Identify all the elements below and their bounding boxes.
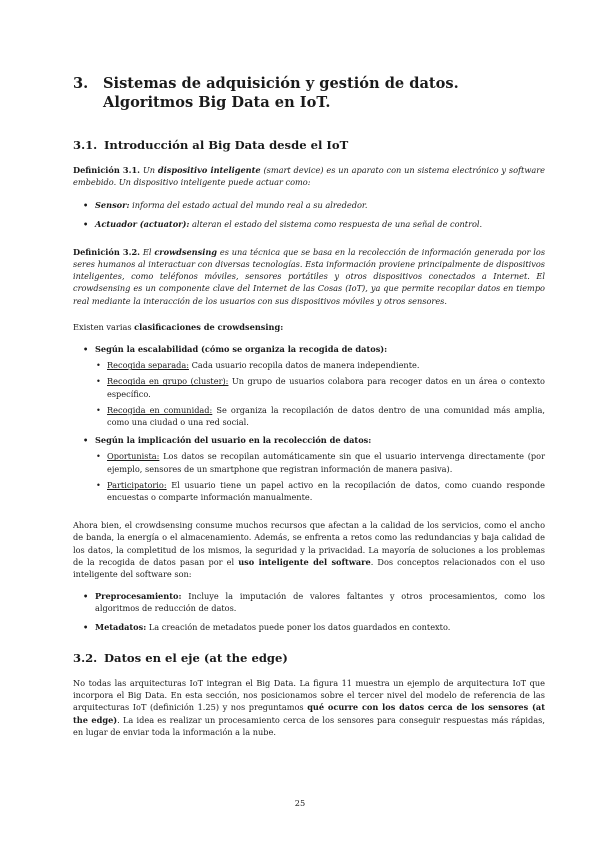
paragraph-text-post: . Dos conceptos relacionados con el uso inteligente del software son: xyxy=(73,556,545,580)
item-text: La creación de metadatos puede poner los datos guardados en contexto. xyxy=(148,621,451,632)
list-item xyxy=(95,404,545,428)
section-number: 3.1. xyxy=(73,138,98,152)
item-term: Recogida en grupo (cluster): xyxy=(107,376,229,387)
paragraph-bold: uso inteligente del software xyxy=(238,556,371,567)
definition-text-post: (smart device) es un aparato con un sistema electrónico y software embebido. Un dispositivo inteligente puede actuar como: xyxy=(73,165,545,188)
page-number: 25 xyxy=(294,798,306,808)
item-term: Participatorio: xyxy=(107,479,167,490)
definition-term: crowdsensing xyxy=(154,246,218,257)
section-number: 3.2. xyxy=(73,650,98,665)
list-item xyxy=(73,199,545,211)
chapter-title: Sistemas de adquisición y gestión de datos. Algoritmos Big Data en IoT. xyxy=(103,75,459,111)
item-term: Oportunista: xyxy=(107,451,160,462)
section-heading-3-2 xyxy=(73,651,545,665)
classification-group xyxy=(73,434,545,503)
section-title: Datos en el eje (at the edge) xyxy=(104,650,288,665)
list-item xyxy=(95,375,545,399)
classification-group xyxy=(73,343,545,428)
definition-label: Definición 3.2. xyxy=(73,246,141,257)
list-item xyxy=(73,218,545,230)
list-item xyxy=(73,590,545,614)
definition-text-post: es una técnica que se basa en la recolección de información generada por los seres humanos al interactuar con diversas tecnologías. Esta información proviene principalmente de dispositivos inteligentes, como teléfonos móviles, sensores portátiles y otros dispositivos conectados a Internet. El crowdsensing es un componente clave del Internet de las Cosas (IoT), ya que permite recopilar datos en tiempo real mediante la interacción de los usuarios con sus dispositivos móviles y otros sensores. xyxy=(73,246,546,306)
item-text: alteran el estado del sistema como respuesta de una señal de control. xyxy=(192,218,483,229)
intro-text: Existen varias xyxy=(73,321,132,332)
paragraph-text-post: . La idea es realizar un procesamiento cerca de los sensores para conseguir respuestas más rápidas, en lugar de enviar toda la información a la nube. xyxy=(73,714,545,737)
group-header: Según la implicación del usuario en la recolección de datos: xyxy=(95,435,372,446)
item-term: Metadatos: xyxy=(95,621,147,632)
item-text: El usuario tiene un papel activo en la recopilación de datos, como cuando responde encuestas o comparte información manualmente. xyxy=(107,479,545,503)
item-text: Cada usuario recopila datos de manera independiente. xyxy=(191,360,420,371)
sub-list xyxy=(95,359,545,428)
list-item xyxy=(95,359,545,371)
list-item xyxy=(95,479,545,503)
chapter-heading xyxy=(73,74,545,112)
definition-label: Definición 3.1. xyxy=(73,165,141,175)
group-header: Según la escalabilidad (cómo se organiza la recogida de datos): xyxy=(95,344,388,355)
definition-3-1 xyxy=(73,164,545,188)
paragraph xyxy=(73,677,545,738)
item-text: Los datos se recopilan automáticamente sin que el usuario intervenga directamente (por ejemplo, sensores de un smartphone que registran información de manera pasiva). xyxy=(107,451,546,474)
list-item xyxy=(95,450,545,474)
paragraph-text-pre: No todas las arquitecturas IoT integran el Big Data. La figura 11 muestra un ejemplo de arquitectura IoT que incorpora el Big Data. En esta sección, nos posicionamos sobre el tercer nivel del modelo de referencia de las arquitecturas IoT (definición 1.25) y nos preguntamos xyxy=(73,677,545,713)
intro-bold: clasificaciones de crowdsensing: xyxy=(134,321,284,332)
definition-3-2 xyxy=(73,246,545,307)
item-term: Preprocesamiento: xyxy=(95,591,182,602)
chapter-number: 3. xyxy=(73,75,89,92)
definition-text-pre: Un xyxy=(142,165,156,175)
definition-term: dispositivo inteligente xyxy=(157,165,261,175)
item-text: Incluye la imputación de valores faltantes y otros procesamientos, como los algoritmos de reducción de datos. xyxy=(95,591,545,614)
item-term: Actuador (actuator): xyxy=(95,218,190,229)
paragraph-bold: qué ocurre con los datos cerca de los sensores (at the edge) xyxy=(73,702,545,725)
list-item xyxy=(73,621,545,633)
paragraph xyxy=(73,519,545,580)
section-heading-3-1 xyxy=(73,138,545,152)
item-text: informa del estado actual del mundo real a su alrededor. xyxy=(132,200,368,211)
classification-list xyxy=(73,343,545,503)
item-term: Recogida en comunidad: xyxy=(107,404,213,415)
paragraph-text-pre: Ahora bien, el crowdsensing consume muchos recursos que afectan a la calidad de los servicios, como el ancho de banda, la energía o el almacenamiento. Además, se enfrenta a retos como las redundancias y baja calidad de los datos, la completitud de los mismos, la seguridad y la privacidad. La mayoría de soluciones a los problemas de la recogida de datos pasan por el xyxy=(73,520,545,567)
item-text: Un grupo de usuarios colabora para recoger datos en un área o contexto específico. xyxy=(107,376,545,399)
device-role-list xyxy=(73,199,545,229)
item-text: Se organiza la recopilación de datos dentro de una comunidad más amplia, como una ciudad o una red social. xyxy=(107,404,545,428)
concept-list xyxy=(73,590,545,633)
definition-text-pre: El xyxy=(142,246,152,257)
sub-list xyxy=(95,450,545,503)
section-title: Introducción al Big Data desde el IoT xyxy=(104,138,349,152)
item-term: Recogida separada: xyxy=(107,360,189,371)
classification-intro xyxy=(73,321,545,333)
page-content xyxy=(73,74,545,748)
item-term: Sensor: xyxy=(95,200,130,211)
